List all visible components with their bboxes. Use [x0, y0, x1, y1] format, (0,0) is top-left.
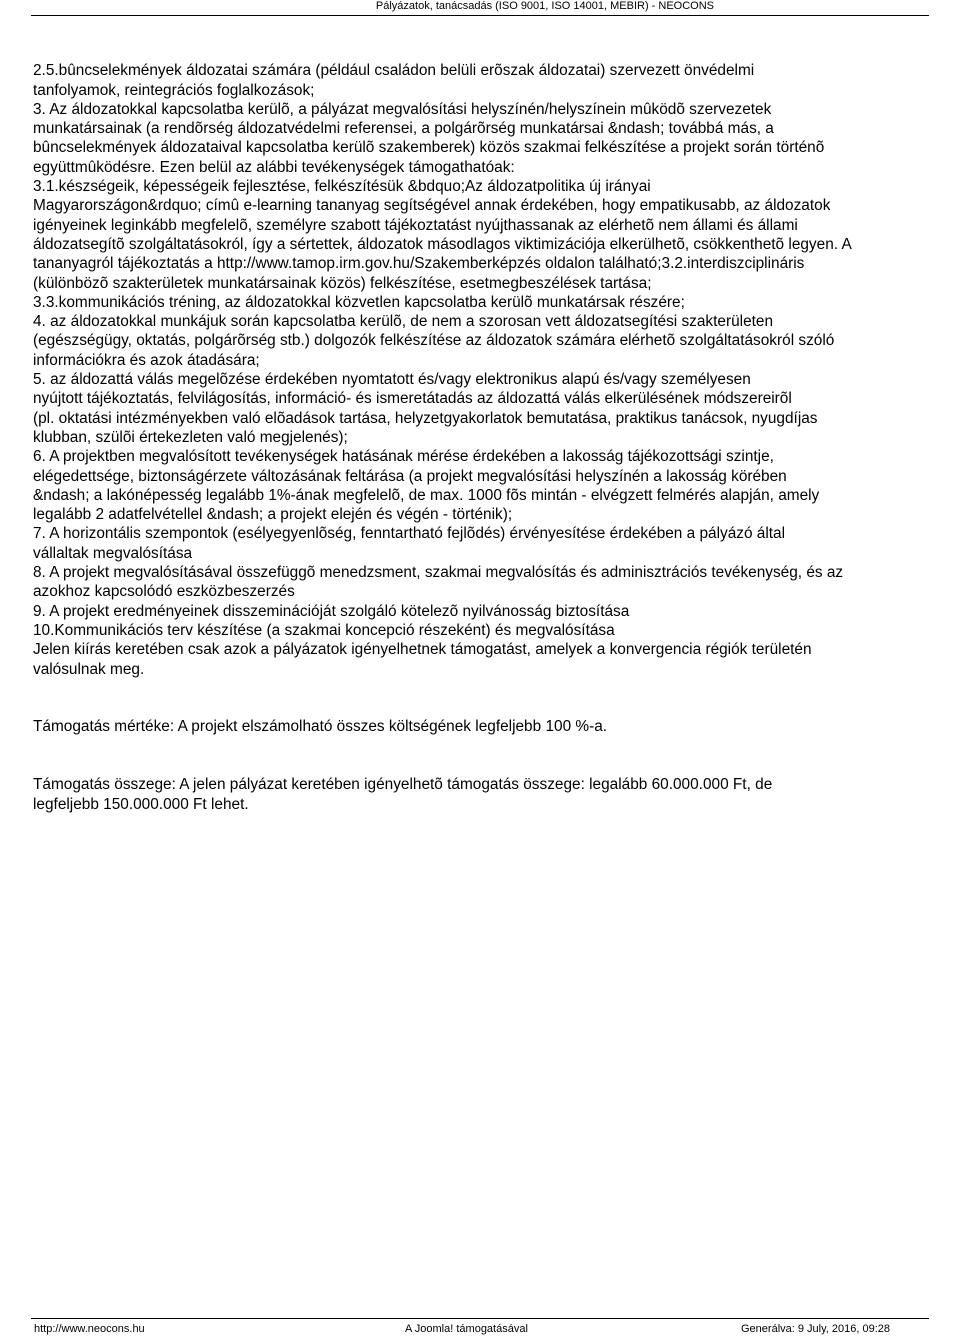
footer-generated: Generálva: 9 July, 2016, 09:28 — [741, 1323, 891, 1335]
page-footer — [31, 1318, 929, 1337]
support-rate-text: Támogatás mértéke: A projekt elszámolható összes költségének legfeljebb 100 %-a. — [33, 718, 608, 736]
document-body — [33, 42, 928, 833]
header-title: Pályázatok, tanácsadás (ISO 9001, ISO 14001, MEBIR) - NEOCONS — [375, 0, 714, 12]
header-divider — [31, 15, 929, 16]
footer-powered-by: A Joomla! támogatásával — [405, 1323, 528, 1335]
page-header — [0, 0, 960, 14]
support-amount-text: Támogatás összege: A jelen pályázat keretében igényelhetõ támogatás összege: legalább 60.000.000 Ft, de legfeljebb 150.000.000 Ft lehet. — [33, 776, 773, 813]
main-text: 2.5.bûncselekmények áldozatai számára (például családon belüli erõszak áldozatai) szervezett önvédelmi tanfolyamok, reintegrációs foglalkozások; 3. Az áldozatokkal kapcsolatba kerülõ, a pályázat megvalósítási helyszínén/helyszínein mûködõ szervezetek munkatársainak (a rendõrség áldozatvédelmi referensei, a polgárõrség munkatársai &ndash; továbbá más, a bûncselekmények áldozataival kapcsolatba kerülõ szakemberek) közös szakmai felkészítése a projekt során történõ együttmûködésre. Ezen belül az alábbi tevékenységek támogathatóak: 3.1.készségeik, képességeik fejlesztése, felkészítésük &bdquo;Az áldozatpolitika új irányai Magyarországon&rdquo; címû e-learning tananyag segítségével annak érdekében, hogy empatikusabb, az áldozatok igényeinek leginkább megfelelõ, személyre szabott tájékoztatást nyújthassanak az elérhetõ nem állami és állami áldozatsegítõ szolgáltatásokról, így a sértettek, áldozatok másodlagos viktimizációja elkerülhetõ, csökkenthetõ legyen. A tananyagról tájékoztatás a http://www.tamop.irm.gov.hu/Szakemberképzés oldalon található;3.2.interdiszciplináris (különbözõ szakterületek munkatársainak közös) felkészítése, esetmegbeszélések tartása; 3.3.kommunikációs tréning, az áldozatokkal közvetlen kapcsolatba kerülõ munkatársak részére; 4. az áldozatokkal munkájuk során kapcsolatba kerülõ, de nem a szorosan vett áldozatsegítési szakterületen (egészségügy, oktatás, polgárõrség stb.) dolgozók felkészítése az áldozatok számára elérhetõ szolgáltatásokról szóló információkra és azok átadására; 5. az áldozattá válás megelõzése érdekében nyomtatott és/vagy elektronikus alapú és/vagy személyesen nyújtott tájékoztatás, felvilágosítás, információ- és ismeretátadás az áldozattá válás elkerülésének módszereirõl (pl. oktatási intézményekben való elõadások tartása, helyzetgyakorlatok bemutatása, praktikus tanácsok, nyugdíjas klubban, szülõi értekezleten való megjelenés); 6. A projektben megvalósított tevékenységek hatásának mérése érdekében a lakosság tájékozottsági szintje, elégedettsége, biztonságérzete változásának feltárása (a projekt megvalósítási helyszínén a lakosság körében &ndash; a lakónépesség legalább 1%-ának megfelelõ, de max. 1000 fõs mintán - elvégzett felmérés alapján, amely legalább 2 adatfelvétellel &ndash; a projekt elején és végén - történik); 7. A horizontális szempontok (esélyegyenlõség, fenntartható fejlõdés) érvényesítése érdekében a pályázó által vállaltak megvalósítása 8. A projekt megvalósításával összefüggõ menedzsment, szakmai megvalósítás és adminisztrációs tevékenység, és az azokhoz kapcsolódó eszközbeszerzés 9. A projekt eredményeinek disszeminációját szolgáló kötelezõ nyilvánosság biztosítása 10.Kommunikációs terv készítése (a szakmai koncepció részeként) és megvalósítása Jelen kiírás keretében csak azok a pályázatok igényelhetnek támogatást, amelyek a konvergencia régiók területén valósulnak meg. — [33, 62, 852, 678]
footer-url[interactable]: http://www.neocons.hu — [34, 1323, 145, 1335]
